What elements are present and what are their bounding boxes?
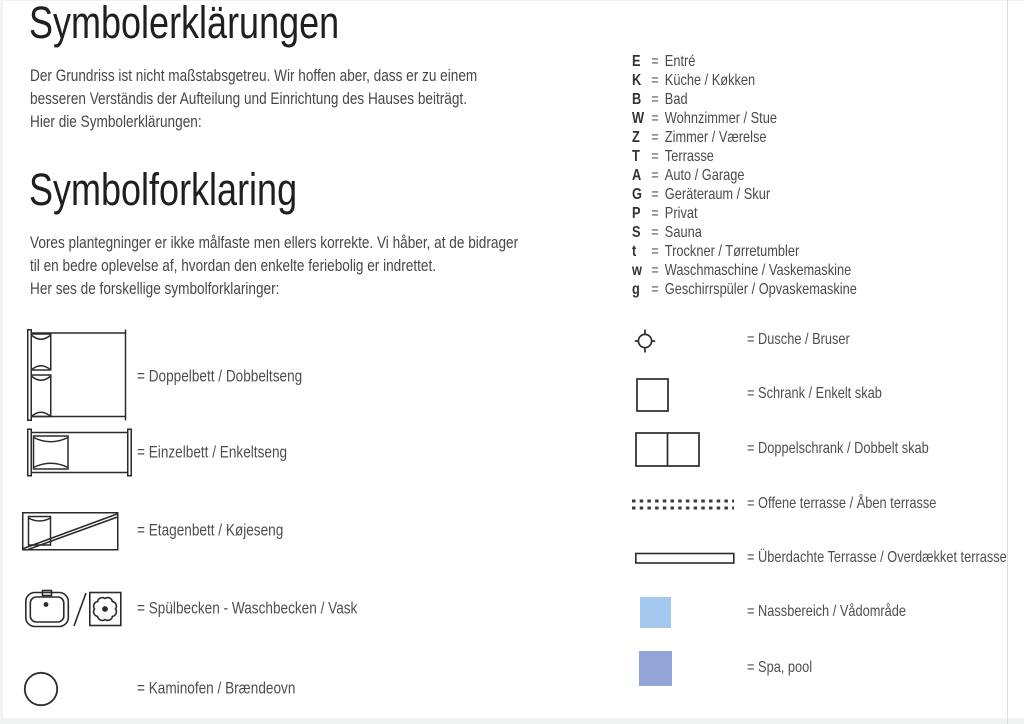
symbol-label: = Etagenbett / Køjeseng	[137, 520, 284, 540]
text-line: til en bedre oplevelse af, hvordan den enkelte feriebolig er indrettet.	[30, 256, 436, 275]
symbol-label: = Doppelschrank / Dobbelt skab	[747, 440, 929, 457]
open-terrace-icon	[632, 498, 734, 511]
symbol-label: = Kaminofen / Brændeovn	[137, 678, 296, 698]
room-code-row: E = Entré	[632, 53, 696, 70]
sink-washbasin-icon	[25, 589, 123, 629]
text-line: Vores plantegninger er ikke målfaste men ellers korrekte. Vi håber, at de bidrager	[30, 233, 519, 252]
page-title-danish: Symbolforklaring	[29, 164, 298, 215]
room-code-row: T = Terrasse	[632, 148, 714, 165]
text-line: Hier die Symbolerklärungen:	[30, 112, 202, 131]
covered-terrace-icon	[635, 552, 735, 565]
shower-icon	[633, 327, 657, 355]
room-code-row: t = Trockner / Tørretumbler	[632, 243, 800, 260]
single-bed-icon	[27, 428, 132, 477]
text-line: Her ses de forskellige symbolforklaringer:	[30, 279, 280, 298]
room-code-row: W = Wohnzimmer / Stue	[632, 110, 777, 127]
symbol-label: = Spülbecken - Waschbecken / Vask	[137, 598, 358, 618]
room-code-row: K = Küche / Køkken	[632, 72, 756, 89]
wood-stove-icon	[23, 671, 59, 707]
room-code-row: g = Geschirrspüler / Opvaskemaskine	[632, 281, 857, 298]
symbol-label: = Spa, pool	[747, 659, 813, 676]
page-title-german: Symbolerklärungen	[29, 0, 340, 48]
room-code-row: G = Geräteraum / Skur	[632, 186, 771, 203]
page-edge-left	[0, 0, 3, 724]
double-bed-icon	[27, 329, 130, 421]
intro-paragraph-german	[30, 64, 589, 133]
room-code-list	[632, 52, 913, 299]
page-edge-right	[1007, 0, 1008, 724]
symbol-label: = Nassbereich / Vådområde	[747, 603, 907, 620]
single-wardrobe-icon	[636, 378, 669, 412]
room-code-row: B = Bad	[632, 91, 688, 108]
symbol-label: = Schrank / Enkelt skab	[747, 385, 882, 402]
text-line: besseren Verständis der Aufteilung und Einrichtung des Hauses beiträgt.	[30, 89, 467, 108]
intro-paragraph-danish	[30, 231, 640, 300]
symbol-label: = Einzelbett / Enkeltseng	[137, 442, 288, 462]
room-code-row: S = Sauna	[632, 224, 702, 241]
symbol-label: = Überdachte Terrasse / Overdækket terrasse	[747, 549, 1007, 566]
symbol-label: = Offene terrasse / Åben terrasse	[747, 495, 937, 512]
room-code-row: A = Auto / Garage	[632, 167, 745, 184]
text-line: Der Grundriss ist nicht maßstabsgetreu. Wir hoffen aber, dass er zu einem	[30, 66, 478, 85]
wet-area-swatch	[640, 597, 671, 628]
symbol-label: = Doppelbett / Dobbeltseng	[137, 366, 303, 386]
bunk-bed-icon	[22, 511, 119, 551]
double-wardrobe-icon	[635, 432, 700, 467]
room-code-row: w = Waschmaschine / Vaskemaskine	[632, 262, 852, 279]
room-code-row: Z = Zimmer / Værelse	[632, 129, 767, 146]
page-edge-bottom	[0, 718, 1024, 724]
spa-pool-swatch	[639, 651, 672, 686]
room-code-row: P = Privat	[632, 205, 698, 222]
symbol-label: = Dusche / Bruser	[747, 331, 850, 348]
